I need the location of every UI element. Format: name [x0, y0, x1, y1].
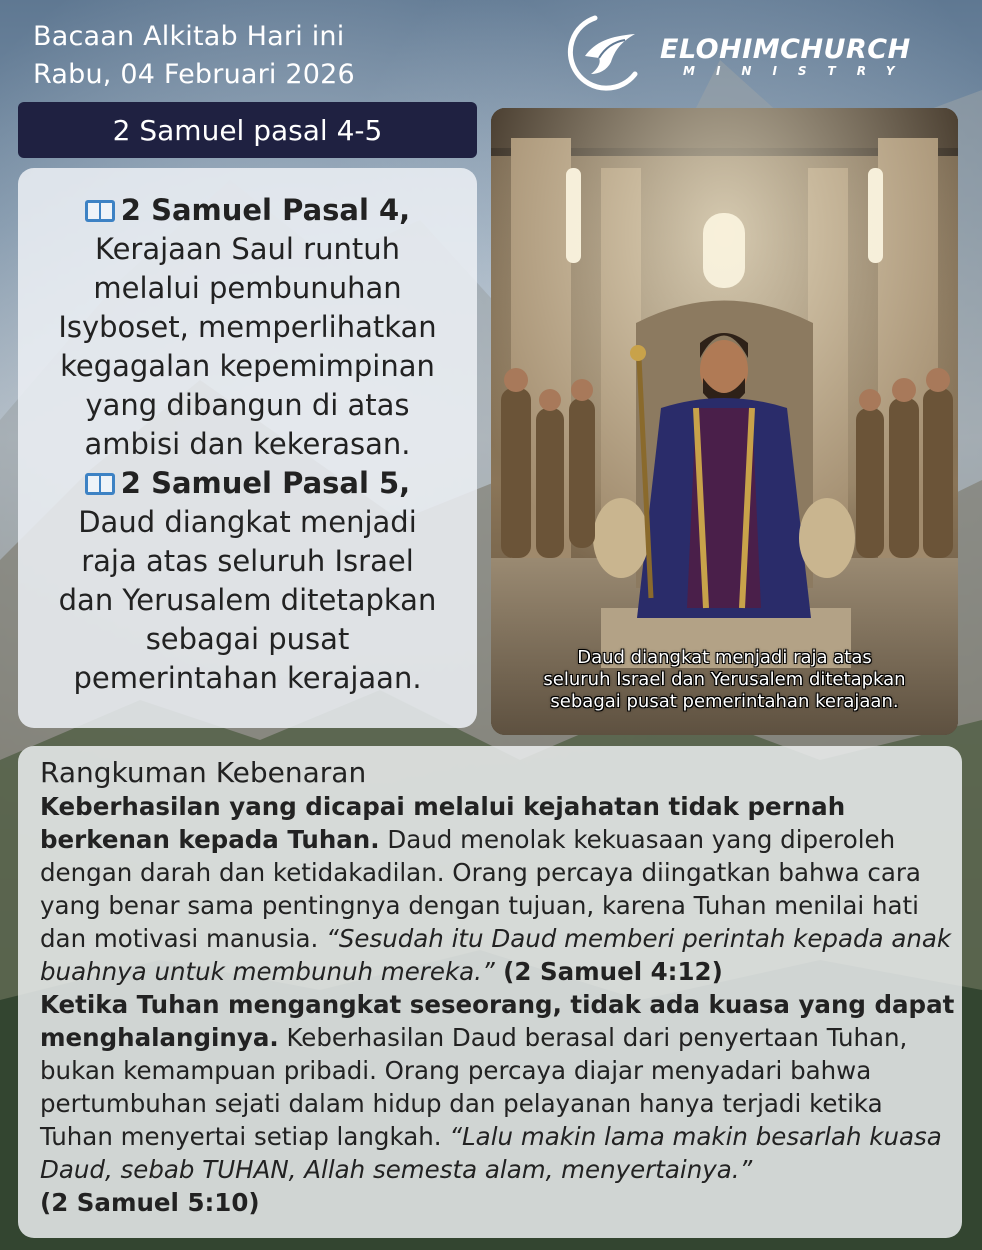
summary-p1-ref: (2 Samuel 4:12) — [494, 957, 723, 986]
chapter-title: 2 Samuel pasal 4-5 — [112, 113, 383, 147]
reading-line: raja atas seluruh Israel — [81, 544, 414, 578]
caption-line: Daud diangkat menjadi raja atas — [577, 647, 872, 668]
summary-p1-bold: Keberhasilan yang dicapai melalui kejahatan tidak pernah berkenan kepada Tuhan. — [40, 792, 846, 854]
logo-subtitle: MINISTRY — [683, 64, 916, 78]
king-david-throne-image — [491, 108, 958, 735]
summary-p1-quote: “Sesudah itu Daud memberi perintah kepada anak buahnya untuk membunuh mereka.” — [40, 924, 952, 986]
reading-line: yang dibangun di atas — [85, 388, 410, 422]
image-caption — [499, 647, 950, 713]
reading-ref-1: 2 Samuel Pasal 4, — [120, 193, 411, 227]
reading-line: dan Yerusalem ditetapkan — [58, 583, 437, 617]
summary-p2-ref: (2 Samuel 5:10) — [40, 1188, 260, 1217]
reading-summary-card — [18, 168, 477, 728]
reading-line: Kerajaan Saul runtuh — [95, 232, 400, 266]
reading-line: ambisi dan kekerasan. — [84, 427, 411, 461]
reading-line: Daud diangkat menjadi — [78, 505, 417, 539]
reading-line: Isyboset, memperlihatkan — [58, 310, 437, 344]
caption-line: sebagai pusat pemerintahan kerajaan. — [550, 691, 899, 712]
summary-heading: Rangkuman Kebenaran — [40, 756, 367, 789]
dove-icon — [555, 12, 645, 92]
header-line-1: Bacaan Alkitab Hari ini — [33, 21, 345, 52]
header-line-2: Rabu, 04 Februari 2026 — [33, 59, 355, 90]
reading-item-2 — [18, 464, 477, 698]
reading-date-header — [33, 18, 355, 94]
summary-p2-text: Keberhasilan Daud berasal dari penyertaan Tuhan, bukan kemampuan pribadi. Orang percaya diajar menyadari bahwa pertumbuhan sejati dalam hidup dan pelayanan hanya terjadi ketika Tuhan menyertai setiap langkah. — [40, 1023, 908, 1151]
logo-name: ELOHIMCHURCH — [660, 34, 911, 65]
summary-p2-bold: Ketika Tuhan mengangkat seseorang, tidak ada kuasa yang dapat menghalanginya. — [40, 990, 955, 1052]
truth-summary-card — [18, 746, 962, 1238]
summary-p1-text: Daud menolak kekuasaan yang diperoleh dengan darah dan ketidakadilan. Orang percaya diingatkan bahwa cara yang benar sama pentingnya dengan tujuan, karena Tuhan menilai hati dan motivasi manusia. — [40, 825, 921, 953]
summary-paragraph-2 — [40, 988, 962, 1219]
chapter-title-bar — [18, 102, 477, 158]
summary-paragraph-1 — [40, 790, 962, 988]
book-icon — [85, 200, 115, 222]
reading-item-1 — [18, 191, 477, 464]
summary-p2-quote: “Lalu makin lama makin besarlah kuasa Daud, sebab TUHAN, Allah semesta alam, menyertainya.” — [40, 1122, 942, 1184]
reading-ref-2: 2 Samuel Pasal 5, — [120, 466, 411, 500]
church-logo — [555, 12, 916, 92]
reading-line: pemerintahan kerajaan. — [73, 661, 422, 695]
book-icon — [85, 473, 115, 495]
reading-line: melalui pembunuhan — [93, 271, 402, 305]
reading-line: kegagalan kepemimpinan — [60, 349, 435, 383]
throne-room-illustration — [491, 108, 958, 735]
reading-line: sebagai pusat — [145, 622, 350, 656]
caption-line: seluruh Israel dan Yerusalem ditetapkan — [543, 669, 906, 690]
